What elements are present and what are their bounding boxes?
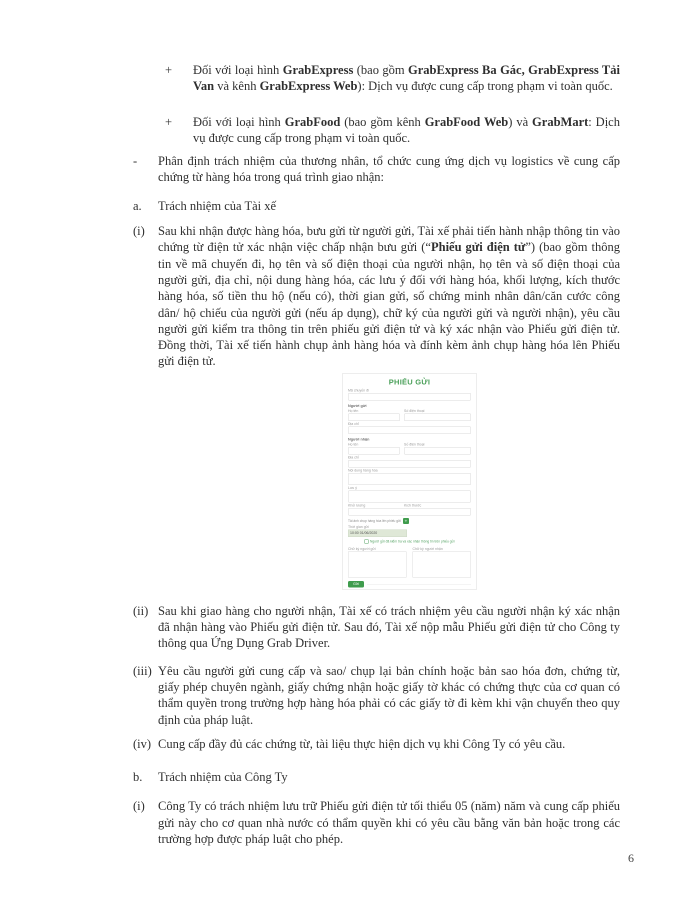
bullet-marker: +: [165, 63, 173, 77]
trip-code-label: Mã chuyến đi: [348, 388, 369, 393]
receiver-phone-label: Số điện thoại: [404, 442, 425, 447]
receiver-name-label: Họ tên: [348, 442, 359, 447]
photo-upload-note: Tải ảnh chụp hàng hóa lên phiếu gửi: [348, 519, 401, 523]
bullet-marker: +: [165, 114, 173, 129]
delivery-note-screenshot: [342, 373, 477, 590]
sender-phone-label: Số điện thoại: [404, 409, 425, 413]
sender-name-label: Họ tên: [348, 409, 359, 413]
sender-signature-label: Chữ ký người gửi: [348, 547, 376, 551]
clause-marker: (i): [133, 799, 145, 814]
clause-a-driver: [133, 198, 620, 214]
note-label: Lưu ý: [348, 486, 357, 490]
form-title: PHIẾU GỬI: [388, 377, 431, 387]
goods-content-textarea: [348, 473, 471, 485]
paragraph-text: Công Ty có trách nhiệm lưu trữ Phiếu gửi điện tử tối thiểu 05 (năm) năm và cung cấp phiếu gửi này cho cơ quan nhà nước có thẩm quyền khi có yêu cầu bằng văn bản hoặc trong các trường hợp được pháp luật cho phép.: [158, 799, 620, 847]
paragraph-text: Yêu cầu người gửi cung cấp và sao/ chụp lại bản chính hoặc bản sao hóa đơn, chứng từ, giấy phép chuyên ngành, giấy chứng nhận hoặc giấy tờ khác có chứng thực của cơ quan có thẩm quyền trong trường hợp hàng hóa phải có các giấy tờ đi kèm khi vận chuyển theo quy định của pháp luật.: [158, 663, 620, 727]
receiver-address-label: Địa chỉ: [348, 455, 359, 460]
dash-marker: -: [133, 154, 138, 169]
receiver-name-input: [348, 447, 400, 455]
clause-i-driver: [133, 223, 620, 370]
sender-signature-box: [348, 551, 407, 577]
paragraph-text: Trách nhiệm của Tài xế: [158, 198, 277, 213]
clause-marker: (iv): [133, 736, 152, 751]
clause-marker: a.: [133, 198, 142, 213]
clause-i-company: [133, 798, 620, 847]
clause-iii-driver: [133, 663, 620, 728]
trip-code-input: [348, 393, 471, 401]
clause-marker: (i): [133, 224, 145, 239]
delivery-note-form: [343, 374, 476, 590]
paragraph-text: Trách nhiệm của Công Ty: [158, 770, 288, 785]
clause-marker: (ii): [133, 603, 149, 618]
size-label: Kích thước: [404, 503, 422, 508]
form-divider: [367, 584, 471, 585]
dash-item-responsibility: [133, 153, 620, 186]
form-submit-button: Gửi: [348, 581, 364, 588]
paragraph-text: Phân định trách nhiệm của thương nhân, tổ chức cung ứng dịch vụ logistics về cung cấp chứng từ hàng hóa trong quá trình giao nhận:: [158, 154, 620, 185]
clause-marker: b.: [133, 770, 143, 785]
receiver-signature-box: [413, 551, 472, 577]
paragraph-text: Đối với loại hình GrabFood (bao gồm kênh GrabFood Web) và GrabMart: Dịch vụ được cung cấp trong phạm vi toàn quốc.: [193, 114, 620, 145]
confirm-checkbox: [364, 539, 368, 543]
paragraph-text: Sau khi nhận được hàng hóa, bưu gửi từ người gửi, Tài xế phải tiến hành nhập thông tin vào chứng từ điện tử xác nhận việc chấp nhận bưu gửi (“Phiếu gửi điện tử”) (bao gồm thông tin về mã chuyến đi, họ tên và số điện thoại của người nhận, họ tên và số điện thoại của người gửi, địa chỉ, nội dung hàng hóa, các lưu ý đối với hàng hóa, khối lượng, kích thước hàng hóa, số tiền thu hộ (nếu có), thời gian gửi, số chứng minh nhân dân/căn cước công dân/ hộ chiếu của người gửi (nếu áp dụng), chữ ký của người gửi và người nhận), yêu cầu người gửi kiểm tra thông tin trên phiếu gửi điện tử và ký xác nhận vào Phiếu gửi điện tử. Đồng thời, Tài xế tiến hành chụp ảnh hàng hóa và đính kèm ảnh chụp hàng hóa lên Phiếu gửi điện tử.: [158, 224, 621, 369]
photo-upload-button: +: [404, 518, 408, 524]
sender-address-label: Địa chỉ: [348, 422, 359, 426]
receiver-section-label: Người nhận: [348, 436, 370, 442]
clause-ii-driver: [133, 603, 620, 652]
note-textarea: [348, 490, 471, 502]
weight-label: Khối lượng: [348, 503, 366, 508]
confirm-text: Người gửi đã kiểm tra và xác nhận thông tin trên phiếu gửi: [369, 539, 455, 543]
clause-marker: (iii): [133, 663, 152, 678]
send-time-label: Thời gian gửi: [348, 525, 369, 529]
receiver-phone-input: [404, 447, 471, 455]
paragraph-text: Sau khi giao hàng cho người nhận, Tài xế có trách nhiệm yêu cầu người nhận ký xác nhận đã nhận hàng vào Phiếu gửi điện tử. Sau đó, Tài xế nộp mẫu Phiếu gửi điện tử cho Công ty thông qua Ứng Dụng Grab Driver.: [158, 603, 620, 651]
sender-section-label: Người gửi: [348, 403, 367, 408]
sender-address-input: [348, 426, 471, 434]
clause-b-company: [133, 769, 620, 785]
paragraph-text: Cung cấp đầy đủ các chứng từ, tài liệu thực hiện dịch vụ khi Công Ty có yêu cầu.: [158, 736, 566, 751]
sender-phone-input: [404, 413, 471, 421]
sender-name-input: [348, 413, 400, 421]
receiver-signature-label: Chữ ký người nhận: [412, 547, 443, 551]
paragraph-text: Đối với loại hình GrabExpress (bao gồm GrabExpress Ba Gác, GrabExpress Tải Van và kênh GrabExpress Web): Dịch vụ được cung cấp trong phạm vi toàn quốc.: [193, 63, 620, 94]
bullet-grabexpress: [165, 62, 620, 95]
goods-content-label: Nội dung hàng hóa: [348, 468, 378, 473]
receiver-address-input: [348, 460, 471, 468]
weight-size-input: [348, 508, 471, 516]
send-time-value: 10:00 01/06/2020: [348, 529, 407, 537]
clause-iv-driver: [133, 736, 620, 752]
page-number: 6: [628, 851, 634, 865]
bullet-grabfood: [165, 114, 620, 147]
